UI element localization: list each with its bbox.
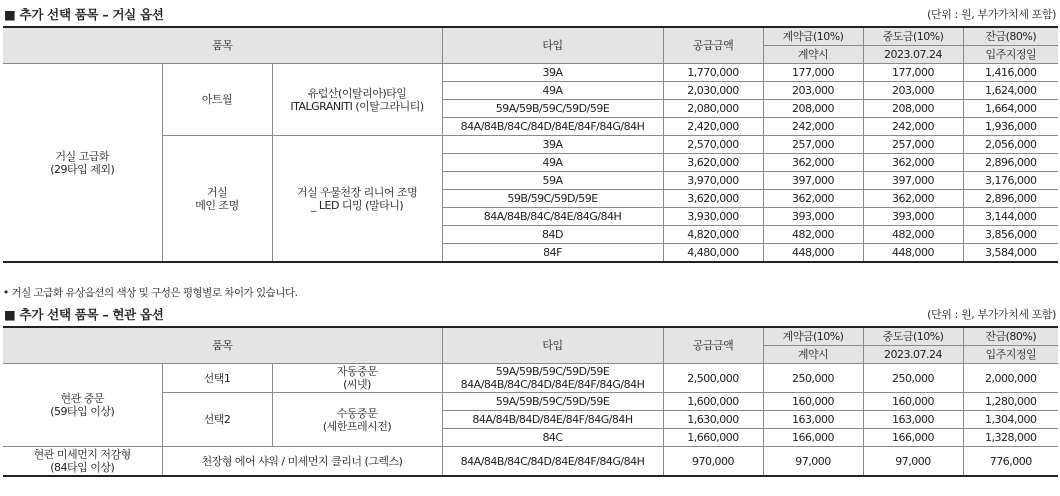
table-cell-deposit: 208,000 [763, 100, 863, 118]
table-cell-balance: 2,056,000 [963, 136, 1058, 154]
header-middle-when: 2023.07.24 [863, 346, 963, 364]
group-artwall-name: 아트월 [162, 64, 272, 136]
table-cell-middle: 482,000 [863, 226, 963, 244]
table-cell-type: 59A/59B/59C/59D/59E [442, 393, 663, 411]
table-cell-balance: 1,416,000 [963, 64, 1058, 82]
living-room-options-table [3, 26, 1058, 263]
table-cell-supply: 1,660,000 [663, 429, 763, 447]
option1-name: 선택1 [162, 364, 272, 393]
group-main-light-name: 거실 메인 조명 [162, 136, 272, 263]
header-type: 타입 [442, 27, 663, 64]
table-cell-middle: 257,000 [863, 136, 963, 154]
table-cell-type: 59A [442, 172, 663, 190]
table-cell-type: 59A/59B/59C/59D/59E 84A/84B/84C/84D/84E/84F/84G/84H [442, 364, 663, 393]
table-cell-type: 39A [442, 136, 663, 154]
table-cell-type: 84C [442, 429, 663, 447]
section2-title: ■ 추가 선택 품목 – 현관 옵션 [4, 307, 164, 322]
table-cell-middle: 448,000 [863, 244, 963, 263]
option2-desc: 수동중문 (세한프레시전) [272, 393, 442, 447]
table-cell-deposit: 242,000 [763, 118, 863, 136]
table-cell-supply: 4,820,000 [663, 226, 763, 244]
table-cell-supply: 2,080,000 [663, 100, 763, 118]
table-cell-supply: 4,480,000 [663, 244, 763, 263]
section2-unit-note: (단위 : 원, 부가가치세 포함) [927, 308, 1056, 321]
header-balance: 잔금(80%) [963, 27, 1058, 46]
table-cell-balance: 1,936,000 [963, 118, 1058, 136]
table-cell-deposit: 97,000 [763, 447, 863, 477]
header-item: 품목 [3, 327, 442, 364]
table-cell-balance: 1,280,000 [963, 393, 1058, 411]
header-item: 품목 [3, 27, 442, 64]
header-balance: 잔금(80%) [963, 327, 1058, 346]
table-cell-middle: 166,000 [863, 429, 963, 447]
table-cell-middle: 208,000 [863, 100, 963, 118]
table-cell-middle: 393,000 [863, 208, 963, 226]
table-cell-deposit: 397,000 [763, 172, 863, 190]
entrance-options-table [3, 326, 1058, 477]
table-cell-supply: 2,500,000 [663, 364, 763, 393]
table-cell-deposit: 203,000 [763, 82, 863, 100]
category-entrance-door: 현관 중문 (59타입 이상) [3, 364, 162, 447]
option1-desc: 자동중문 (씨넷) [272, 364, 442, 393]
table-cell-middle: 160,000 [863, 393, 963, 411]
table-cell-supply: 1,770,000 [663, 64, 763, 82]
table-cell-balance: 1,328,000 [963, 429, 1058, 447]
table-cell-type: 84A/84B/84C/84D/84E/84F/84G/84H [442, 118, 663, 136]
table-cell-type: 84A/84B/84C/84D/84E/84F/84G/84H [442, 447, 663, 477]
table-cell-deposit: 362,000 [763, 190, 863, 208]
table-cell-deposit: 482,000 [763, 226, 863, 244]
table-cell-type: 84D [442, 226, 663, 244]
header-deposit-when: 계약시 [763, 346, 863, 364]
section1-title: ■ 추가 선택 품목 – 거실 옵션 [4, 7, 164, 22]
header-middle-when: 2023.07.24 [863, 46, 963, 64]
table-cell-deposit: 250,000 [763, 364, 863, 393]
table-cell-supply: 2,420,000 [663, 118, 763, 136]
table-cell-middle: 177,000 [863, 64, 963, 82]
table-cell-supply: 3,620,000 [663, 190, 763, 208]
table-cell-type: 49A [442, 82, 663, 100]
table-cell-middle: 163,000 [863, 411, 963, 429]
table-cell-balance: 3,584,000 [963, 244, 1058, 263]
table-cell-deposit: 257,000 [763, 136, 863, 154]
table-cell-balance: 776,000 [963, 447, 1058, 477]
table-cell-balance: 2,896,000 [963, 154, 1058, 172]
section1-unit-note: (단위 : 원, 부가가치세 포함) [927, 8, 1056, 21]
table-cell-type: 84A/84B/84D/84E/84F/84G/84H [442, 411, 663, 429]
table-cell-deposit: 448,000 [763, 244, 863, 263]
table-cell-supply: 1,630,000 [663, 411, 763, 429]
table-cell-type: 39A [442, 64, 663, 82]
table-cell-balance: 1,304,000 [963, 411, 1058, 429]
header-deposit: 계약금(10%) [763, 327, 863, 346]
header-balance-when: 입주지정일 [963, 46, 1058, 64]
table-cell-type: 59A/59B/59C/59D/59E [442, 100, 663, 118]
table-cell-supply: 2,030,000 [663, 82, 763, 100]
category-dust-reduction: 현관 미세먼지 저감형 (84타입 이상) [3, 447, 162, 477]
table-cell-balance: 2,896,000 [963, 190, 1058, 208]
table-cell-middle: 97,000 [863, 447, 963, 477]
dust-desc: 천장형 에어 샤워 / 미세먼지 클리너 (그렉스) [162, 447, 442, 477]
header-supply: 공급금액 [663, 327, 763, 364]
table-cell-deposit: 166,000 [763, 429, 863, 447]
header-deposit-when: 계약시 [763, 46, 863, 64]
category-living-upgrade: 거실 고급화 (29타입 제외) [3, 64, 162, 263]
table-cell-balance: 3,144,000 [963, 208, 1058, 226]
table-cell-deposit: 393,000 [763, 208, 863, 226]
table-cell-supply: 1,600,000 [663, 393, 763, 411]
table-cell-supply: 2,570,000 [663, 136, 763, 154]
table-cell-supply: 3,930,000 [663, 208, 763, 226]
table-cell-middle: 362,000 [863, 190, 963, 208]
header-type: 타입 [442, 327, 663, 364]
option2-name: 선택2 [162, 393, 272, 447]
table-cell-type: 59B/59C/59D/59E [442, 190, 663, 208]
table-cell-type: 49A [442, 154, 663, 172]
table-cell-type: 84A/84B/84C/84E/84G/84H [442, 208, 663, 226]
table-cell-deposit: 362,000 [763, 154, 863, 172]
table-cell-middle: 203,000 [863, 82, 963, 100]
table-cell-middle: 242,000 [863, 118, 963, 136]
group-artwall-desc: 유럽산(이탈리아)타일 ITALGRANITI (이탈그라니티) [272, 64, 442, 136]
table-cell-supply: 3,620,000 [663, 154, 763, 172]
table-cell-balance: 1,624,000 [963, 82, 1058, 100]
table-cell-balance: 2,000,000 [963, 364, 1058, 393]
header-supply: 공급금액 [663, 27, 763, 64]
table-cell-deposit: 177,000 [763, 64, 863, 82]
header-deposit: 계약금(10%) [763, 27, 863, 46]
group-main-light-desc: 거실 우물천장 리니어 조명 _ LED 디밍 (말타니) [272, 136, 442, 263]
living-option-note: • 거실 고급화 유상옵션의 색상 및 구성은 평형별로 차이가 있습니다. [3, 287, 298, 299]
table-cell-supply: 970,000 [663, 447, 763, 477]
table-cell-middle: 250,000 [863, 364, 963, 393]
header-balance-when: 입주지정일 [963, 346, 1058, 364]
table-cell-balance: 1,664,000 [963, 100, 1058, 118]
table-cell-type: 84F [442, 244, 663, 263]
table-cell-deposit: 163,000 [763, 411, 863, 429]
table-cell-supply: 3,970,000 [663, 172, 763, 190]
table-cell-middle: 397,000 [863, 172, 963, 190]
table-cell-balance: 3,856,000 [963, 226, 1058, 244]
table-cell-balance: 3,176,000 [963, 172, 1058, 190]
table-cell-middle: 362,000 [863, 154, 963, 172]
header-middle: 중도금(10%) [863, 27, 963, 46]
header-middle: 중도금(10%) [863, 327, 963, 346]
table-cell-deposit: 160,000 [763, 393, 863, 411]
